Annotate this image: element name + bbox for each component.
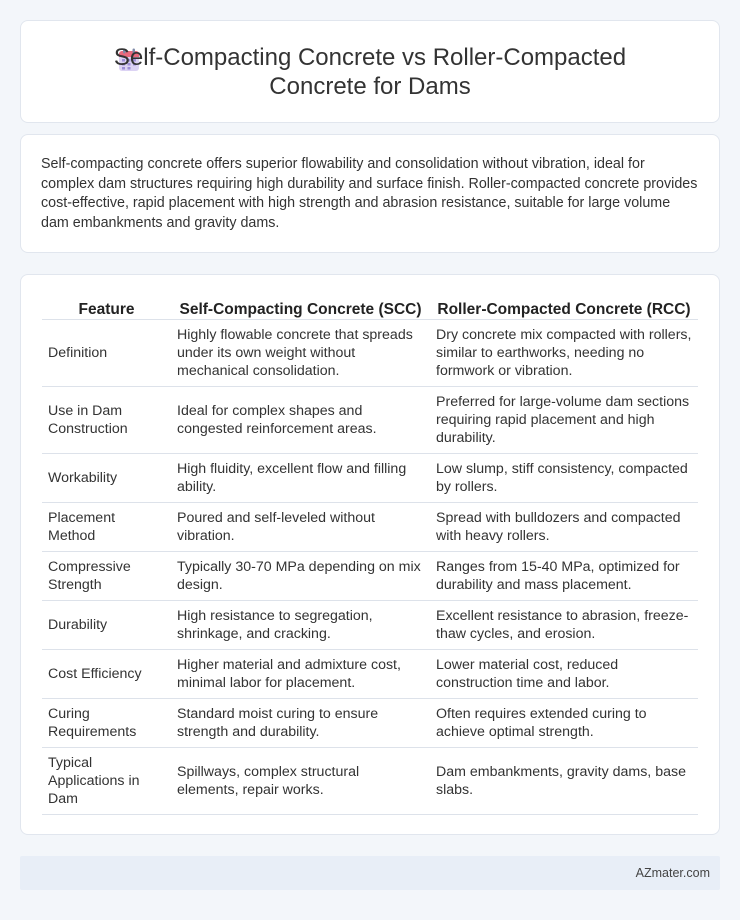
table-row	[42, 600, 698, 649]
table-header-row	[42, 295, 698, 319]
summary-text: Self-compacting concrete offers superior flowability and consolidation without vibration, ideal for complex dam structures requiring high durability and surface finish. Roller-compacted concrete provides cost-effective, rapid placement with high strength and abrasion resistance, suitable for large volume dam embankments and gravity dams.	[41, 156, 698, 231]
scc-cell: Poured and self-leveled without vibration.	[171, 502, 430, 551]
page-title: Self-Compacting Concrete vs Roller-Compacted Concrete for Dams	[113, 43, 627, 100]
rcc-cell: Preferred for large-volume dam sections requiring rapid placement and high durability.	[430, 386, 698, 453]
feature-cell: Use in Dam Construction	[42, 386, 171, 453]
rcc-cell: Dry concrete mix compacted with rollers, similar to earthworks, needing no formwork or vibration.	[430, 319, 698, 386]
table-card	[20, 274, 720, 835]
scc-cell: Ideal for complex shapes and congested reinforcement areas.	[171, 386, 430, 453]
header-feature: Feature	[42, 295, 171, 319]
rcc-cell: Lower material cost, reduced construction time and labor.	[430, 649, 698, 698]
table-row	[42, 698, 698, 747]
rcc-cell: Spread with bulldozers and compacted with heavy rollers.	[430, 502, 698, 551]
scc-cell: Highly flowable concrete that spreads under its own weight without mechanical consolidation.	[171, 319, 430, 386]
scc-cell: Spillways, complex structural elements, repair works.	[171, 747, 430, 814]
feature-cell: Typical Applications in Dam	[42, 747, 171, 814]
feature-cell: Compressive Strength	[42, 551, 171, 600]
scc-cell: Typically 30-70 MPa depending on mix design.	[171, 551, 430, 600]
comparison-table	[42, 295, 698, 815]
rcc-cell: Often requires extended curing to achieve optimal strength.	[430, 698, 698, 747]
feature-cell: Placement Method	[42, 502, 171, 551]
feature-cell: Curing Requirements	[42, 698, 171, 747]
scc-cell: Standard moist curing to ensure strength and durability.	[171, 698, 430, 747]
feature-cell: Durability	[42, 600, 171, 649]
footer-brand: AZmater.com	[635, 866, 710, 880]
table-row	[42, 551, 698, 600]
table-row	[42, 747, 698, 814]
table-row	[42, 386, 698, 453]
feature-cell: Cost Efficiency	[42, 649, 171, 698]
table-row	[42, 453, 698, 502]
rcc-cell: Dam embankments, gravity dams, base slabs.	[430, 747, 698, 814]
header-scc: Self-Compacting Concrete (SCC)	[171, 295, 430, 319]
table-row	[42, 649, 698, 698]
table-row	[42, 502, 698, 551]
table-row	[42, 319, 698, 386]
feature-cell: Workability	[42, 453, 171, 502]
scc-cell: High fluidity, excellent flow and filling ability.	[171, 453, 430, 502]
header-rcc: Roller-Compacted Concrete (RCC)	[430, 295, 698, 319]
scc-cell: High resistance to segregation, shrinkage, and cracking.	[171, 600, 430, 649]
rcc-cell: Low slump, stiff consistency, compacted by rollers.	[430, 453, 698, 502]
footer-bar	[20, 856, 720, 890]
rcc-cell: Ranges from 15-40 MPa, optimized for durability and mass placement.	[430, 551, 698, 600]
feature-cell: Definition	[42, 319, 171, 386]
rcc-cell: Excellent resistance to abrasion, freeze-thaw cycles, and erosion.	[430, 600, 698, 649]
scc-cell: Higher material and admixture cost, minimal labor for placement.	[171, 649, 430, 698]
summary-card	[20, 134, 720, 253]
title-card	[20, 20, 720, 123]
